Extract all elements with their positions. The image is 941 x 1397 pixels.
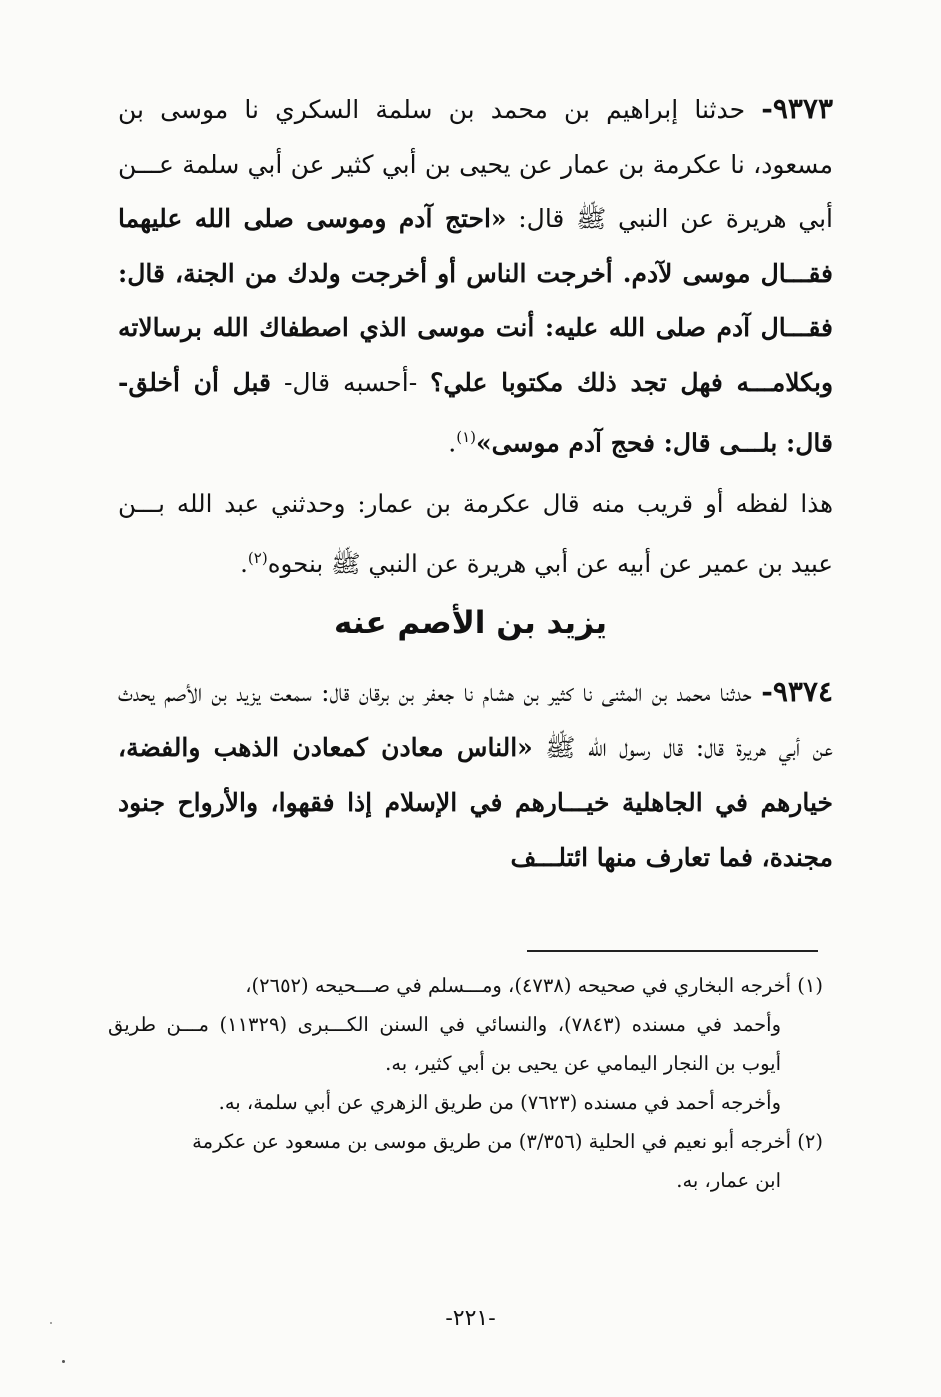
footnote-1-line-2: وأحمد في مسنده (٧٨٤٣)، والنسائي في السنن الكـــبرى (١١٣٢٩) مـــن طريق أيوب بن النجار اليمامي عن يحيى بن أبي كثير، به. <box>108 1013 781 1075</box>
sentence-end: . <box>448 428 457 458</box>
footnote-2-line-1: (٢) أخرجه أبو نعيم في الحلية (٣/٣٥٦) من طريق موسى بن مسعود عن عكرمة <box>192 1130 823 1153</box>
footnote-reference-1: (١) <box>456 428 477 446</box>
hadith-number: ٩٣٧٣- <box>761 92 833 125</box>
scan-speck <box>62 1360 65 1363</box>
narrator-aside: -أحسبه قال- <box>271 367 418 397</box>
hadith-matn: «الناس معادن كمعادن الذهب والفضة، خيارهم في الجاهلية خيـــارهم في الإسلام إذا فقهوا، والأرواح جنود مجندة، فما تعارف منها ائتلـــف <box>118 733 833 872</box>
footnotes <box>108 966 823 1200</box>
page-number: -٢٢١- <box>445 1306 496 1331</box>
footnote-2-line-2: ابن عمار، به. <box>676 1169 781 1192</box>
hadith-9373 <box>118 82 833 471</box>
sentence-end: . <box>240 549 248 579</box>
footnote-1-line-1: (١) أخرجه البخاري في صحيحه (٤٧٣٨)، ومـــسلم في صـــحيحه (٢٦٥٢)، <box>245 974 823 997</box>
hadith-number: ٩٣٧٤- <box>761 675 833 708</box>
comment-text: هذا لفظه أو قريب منه قال عكرمة بن عمار: وحدثني عبد الله بـــن عبيد بن عمير عن أبيه عن أبي هريرة عن النبي ﷺ بنحوه <box>118 489 833 579</box>
hadith-9374 <box>118 664 833 885</box>
hadith-matn-continued: قبل أن أخلق- قال: بلـــى قال: فحج آدم موسى» <box>118 367 833 458</box>
scan-speck <box>50 1322 52 1324</box>
hadith-matn: «احتج آدم وموسى صلى الله عليهما فقـــال موسى لآدم. أخرجت الناس أو أخرجت ولدك من الجنة، قال: فقـــال آدم صلى الله عليه: أنت موسى الذي اصطفاك الله برسالاته وبكلامـــه فهل تجد ذلك مكتوبا علي؟ <box>118 204 834 397</box>
footnote-reference-2: (٢) <box>247 549 268 567</box>
hadith-isnad: حدثنا محمد بن المثنى نا كثير بن هشام نا جعفر بن برقان قال: سمعت يزيد بن الأصم يحدث عن أبي هريرة قال: قال رسول الله ﷺ <box>118 678 833 762</box>
footnote-divider <box>527 950 818 952</box>
footnote-1-line-3: وأخرجه أحمد في مسنده (٧٦٢٣) من طريق الزهري عن أبي سلمة، به. <box>218 1091 781 1114</box>
author-comment <box>118 476 833 591</box>
section-heading: يزيد بن الأصم عنه <box>334 605 607 641</box>
hadith-isnad: حدثنا إبراهيم بن محمد بن سلمة السكري نا موسى بن مسعود، نا عكرمة بن عمار عن يحيى بن أبي كثير عن أبي سلمة عـــن أبي هريرة عن النبي ﷺ قال: <box>118 95 833 233</box>
